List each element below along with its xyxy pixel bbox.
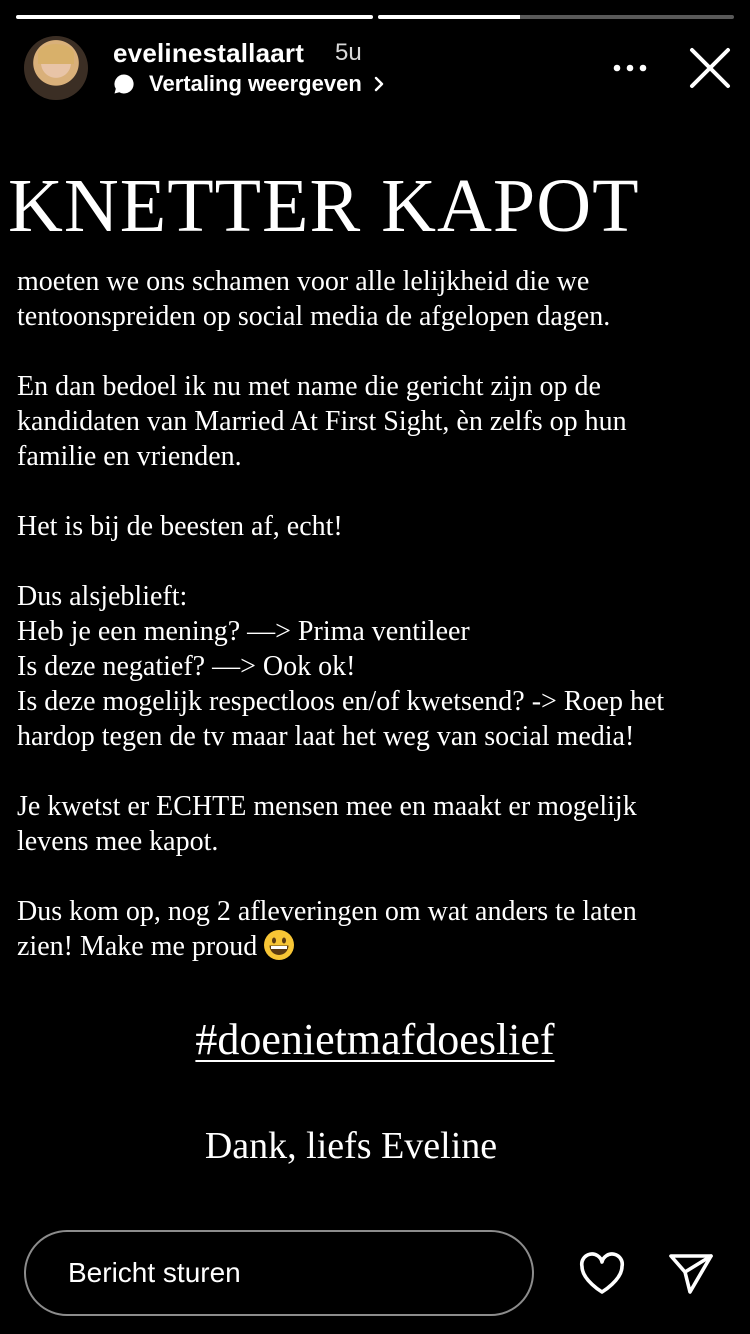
headline: KNETTER KAPOT	[8, 164, 640, 248]
paragraph: Dus alsjeblieft: Heb je een mening? —> Prima ventileer Is deze negatief? —> Ook ok! Is deze mogelijk respectloos en/of kwetsend? -> Roep het hardop tegen de tv maar laat het weg van social media!	[17, 581, 665, 752]
paragraph-text: Dus kom op, nog 2 afleveringen om wat anders te laten zien! Make me proud	[17, 896, 637, 962]
paragraph: Het is bij de beesten af, echt!	[17, 511, 343, 542]
reply-input[interactable]	[24, 1230, 534, 1316]
paragraph: moeten we ons schamen voor alle lelijkheid die we tentoonspreiden op social media de afgelopen dagen.	[17, 266, 611, 332]
post-time: 5u	[335, 39, 362, 66]
paragraph: En dan bedoel ik nu met name die gericht zijn op de kandidaten van Married At First Sight, èn zelfs op hun familie en vrienden.	[17, 371, 627, 472]
paragraph-last	[17, 894, 747, 964]
paragraph: Je kwetst er ECHTE mensen mee en maakt er mogelijk levens mee kapot.	[17, 791, 637, 857]
send-icon[interactable]	[668, 1252, 714, 1296]
reply-placeholder: Bericht sturen	[68, 1257, 241, 1288]
username[interactable]: evelinestallaart	[113, 38, 305, 68]
grinning-face-icon	[263, 929, 295, 961]
signoff: Dank, liefs Eveline	[204, 1125, 498, 1167]
translate-label: Vertaling weergeven	[149, 71, 362, 96]
heart-icon[interactable]	[578, 1252, 626, 1296]
hashtag[interactable]	[0, 1014, 750, 1065]
hashtag-text: #doenietmafdoeslief	[195, 1015, 555, 1064]
story-body	[17, 264, 747, 999]
